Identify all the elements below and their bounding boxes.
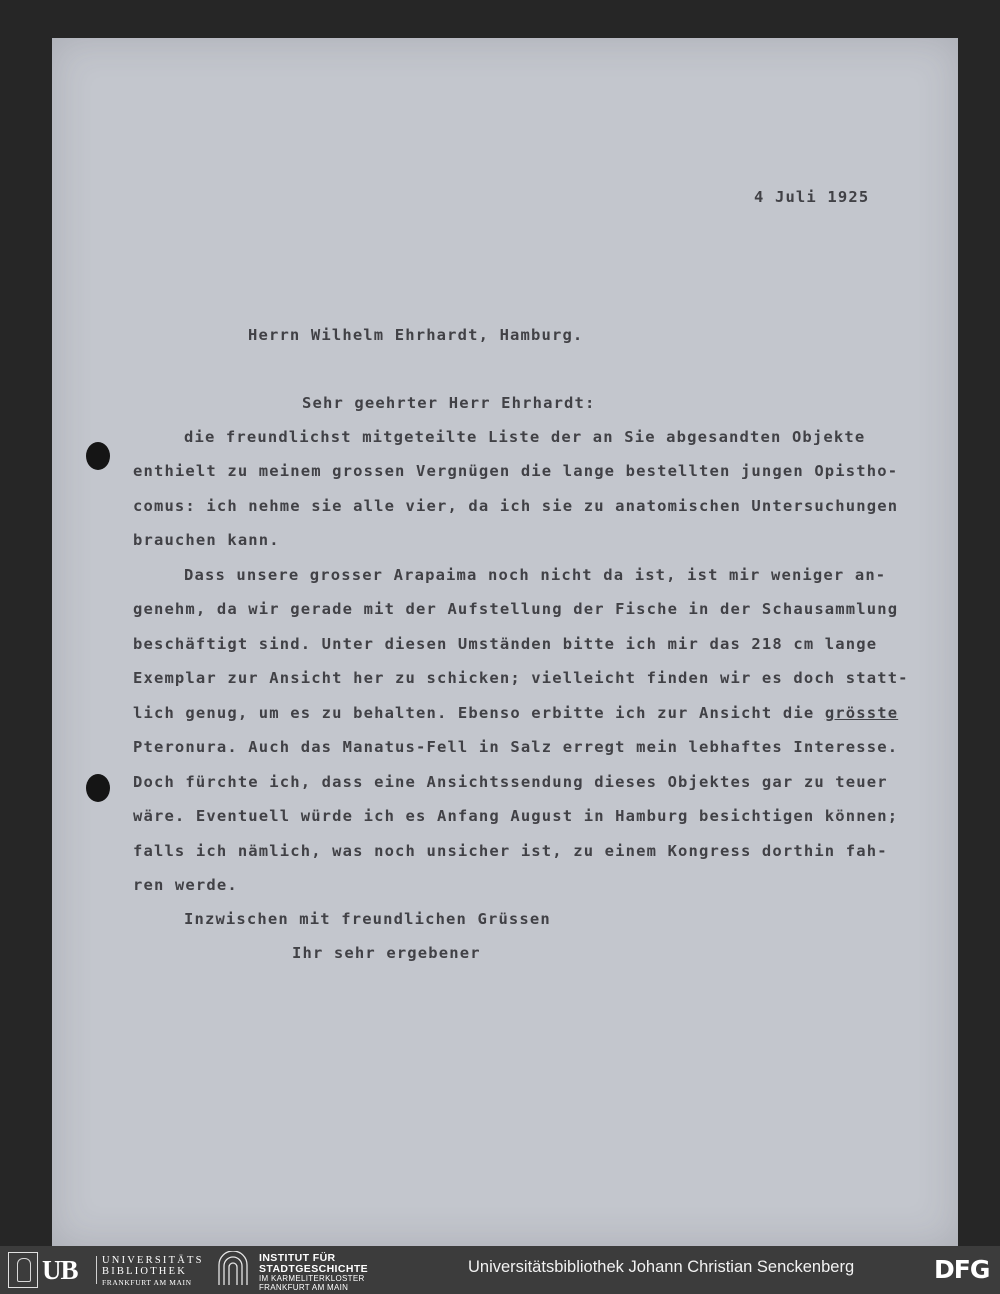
punch-hole-bottom <box>86 774 110 802</box>
ub-line1: UNIVERSITÄTS <box>102 1255 204 1266</box>
body-line: beschäftigt sind. Unter diesen Umständen bitte ich mir das 218 cm lange <box>133 635 878 653</box>
underlined-word: grösste <box>824 704 899 722</box>
ub-letters: UB <box>42 1255 78 1285</box>
isg-wordmark <box>259 1253 368 1292</box>
ub-line3: FRANKFURT AM MAIN <box>102 1278 192 1287</box>
letter-signoff: Ihr sehr ergebener <box>292 944 481 962</box>
body-line: wäre. Eventuell würde ich es Anfang August in Hamburg besichtigen können; <box>133 807 899 825</box>
isg-line3: IM KARMELITERKLOSTER <box>259 1274 365 1283</box>
library-name-link[interactable]: Universitätsbibliothek Johann Christian Senckenberg <box>468 1258 855 1276</box>
isg-line2: STADTGESCHICHTE <box>259 1262 369 1275</box>
body-line: comus: ich nehme sie alle vier, da ich sie zu anatomischen Untersuchungen <box>133 497 899 515</box>
letter-date: 4 Juli 1925 <box>754 188 870 206</box>
body-line: Doch fürchte ich, dass eine Ansichtssendung dieses Objektes gar zu teuer <box>133 773 888 791</box>
letter-recipient: Herrn Wilhelm Ehrhardt, Hamburg. <box>248 326 584 344</box>
body-line: enthielt zu meinem grossen Vergnügen die lange bestellten jungen Opistho- <box>133 462 899 480</box>
punch-hole-top <box>86 442 110 470</box>
portrait-emblem-icon <box>8 1252 38 1288</box>
letter-closing: Inzwischen mit freundlichen Grüssen <box>184 910 551 928</box>
body-line: die freundlichst mitgeteilte Liste der an Sie abgesandten Objekte <box>184 428 866 446</box>
body-line-text: lich genug, um es zu behalten. Ebenso erbitte ich zur Ansicht die <box>133 704 825 722</box>
ub-wordmark <box>102 1256 204 1287</box>
letter-salutation: Sehr geehrter Herr Ehrhardt: <box>302 394 596 412</box>
body-line <box>133 696 898 731</box>
arches-icon <box>215 1251 251 1287</box>
letter-page <box>52 38 958 1246</box>
isg-line4: FRANKFURT AM MAIN <box>259 1283 349 1292</box>
body-line: Exemplar zur Ansicht her zu schicken; vielleicht finden wir es doch statt- <box>133 669 909 687</box>
body-line: falls ich nämlich, was noch unsicher ist, zu einem Kongress dorthin fah- <box>133 842 888 860</box>
body-line: genehm, da wir gerade mit der Aufstellung der Fische in der Schausammlung <box>133 600 899 618</box>
footer-bar <box>0 1246 1000 1294</box>
body-line: Pteronura. Auch das Manatus-Fell in Salz erregt mein lebhaftes Interesse. <box>133 738 899 756</box>
ub-line2: BIBLIOTHEK <box>102 1265 187 1277</box>
body-line: ren werde. <box>133 876 238 894</box>
body-line: Dass unsere grosser Arapaima noch nicht da ist, ist mir weniger an- <box>184 566 887 584</box>
dfg-logo[interactable]: DFG <box>934 1255 990 1284</box>
body-line: brauchen kann. <box>133 531 280 549</box>
isg-line1: INSTITUT FÜR <box>259 1252 336 1264</box>
logo-divider <box>96 1256 97 1284</box>
